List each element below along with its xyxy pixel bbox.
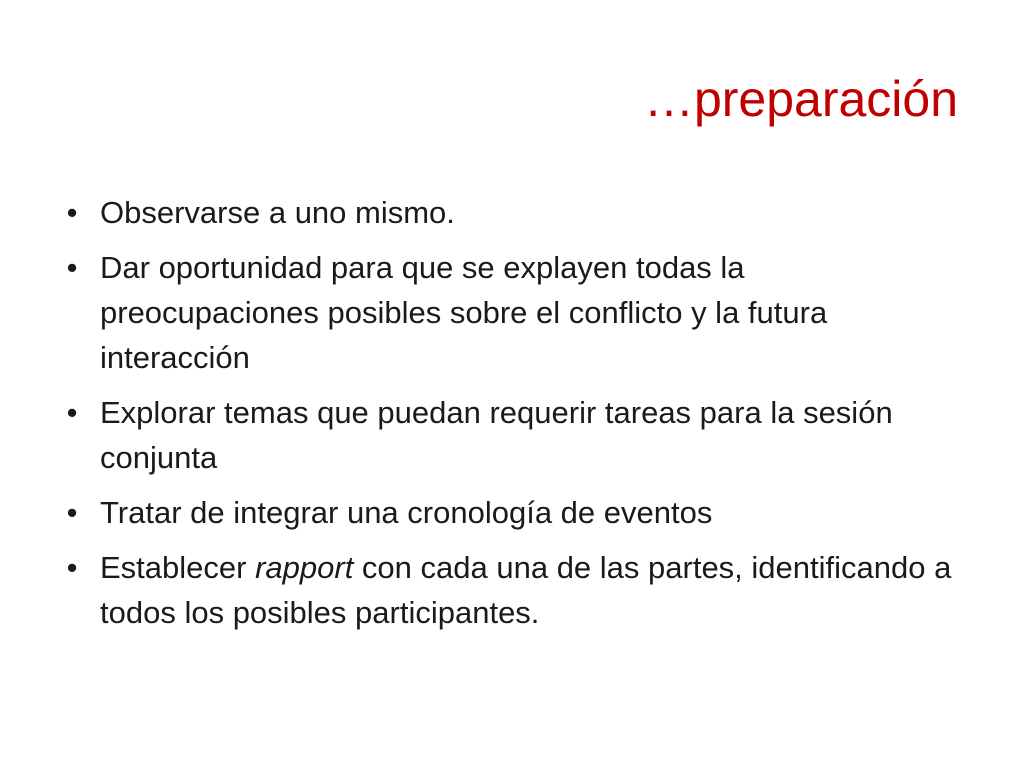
bullet-item-1 — [62, 190, 962, 235]
bullet-list — [62, 190, 962, 645]
bullet-item-4 — [62, 490, 962, 535]
bullet-item-3 — [62, 390, 962, 480]
bullet-icon: • — [66, 195, 78, 230]
bullet-text-before: Establecer — [100, 550, 256, 585]
bullet-text: Observarse a uno mismo. — [100, 195, 455, 230]
bullet-text-after: con cada una de las partes, identificando a todos los posibles participantes. — [100, 550, 952, 630]
bullet-text: Tratar de integrar una cronología de eventos — [100, 495, 713, 530]
bullet-icon: • — [66, 550, 78, 585]
slide-title: …preparación — [643, 71, 958, 127]
bullet-icon: • — [66, 395, 78, 430]
bullet-item-5 — [62, 545, 962, 635]
bullet-icon: • — [66, 250, 78, 285]
bullet-text-italic: rapport — [255, 550, 354, 585]
bullet-item-2 — [62, 245, 962, 380]
bullet-text: Explorar temas que puedan requerir tareas para la sesión conjunta — [100, 395, 893, 475]
bullet-text: Dar oportunidad para que se explayen todas la preocupaciones posibles sobre el conflicto y la futura interacción — [100, 250, 828, 375]
bullet-icon: • — [66, 495, 78, 530]
